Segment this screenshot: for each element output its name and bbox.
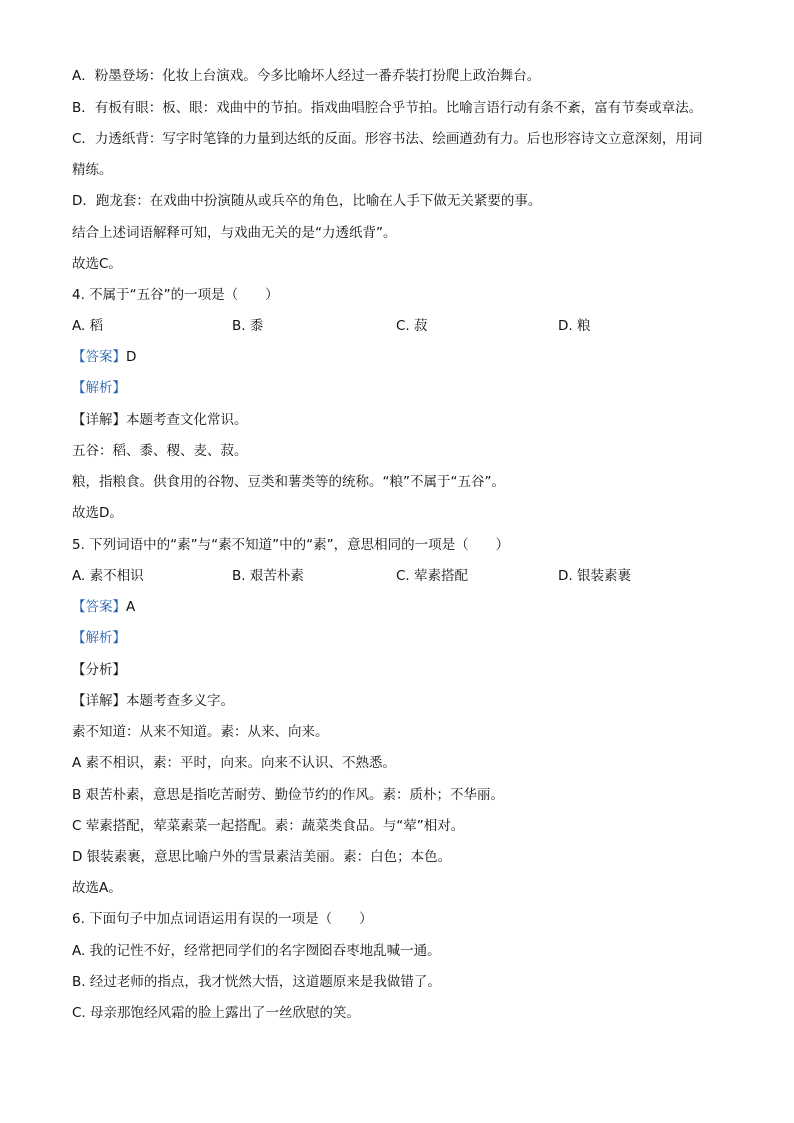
q4-answer (72, 347, 734, 367)
q4-option-a: A. 稻 (72, 318, 104, 334)
q5-option-c: C. 荤素搭配 (396, 568, 469, 584)
answer-value: D (126, 349, 137, 365)
detail-text: 本题考查文化常识。 (126, 412, 248, 428)
q5-explanation-5: D 银装素裹，意思比喻户外的雪景素洁美丽。素：白色；本色。 (72, 849, 452, 865)
answer-label: 【答案】 (72, 599, 126, 615)
q5-explanation-3: B 艰苦朴素，意思是指吃苦耐劳、勤俭节约的作风。素：质朴；不华丽。 (72, 787, 505, 803)
q4-conclusion: 故选D。 (72, 505, 123, 521)
q5-stem: 5. 下列词语中的“素”与“素不知道”中的“素”，意思相同的一项是（ ） (72, 537, 510, 553)
q5-conclusion: 故选A。 (72, 880, 122, 896)
q5-explanation-2: A 素不相识，素：平时，向来。向来不认识、不熟悉。 (72, 755, 397, 771)
q4-option-c: C. 菽 (396, 318, 428, 334)
q4-explanation-2: 粮，指粮食。供食用的谷物、豆类和薯类等的统称。“粮”不属于“五谷”。 (72, 474, 505, 490)
detail-label: 【详解】 (72, 693, 126, 709)
q6-option-a: A. 我的记性不好，经常把同学们的名字囫囵吞枣地乱喊一通。 (72, 943, 441, 959)
q4-analysis-label: 【解析】 (72, 380, 126, 396)
q4-stem: 4. 不属于“五谷”的一项是（ ） (72, 287, 279, 303)
option-d-explanation: D．跑龙套：在戏曲中扮演随从或兵卒的角色，比喻在人手下做无关紧要的事。 (72, 193, 542, 209)
detail-text: 本题考查多义字。 (126, 693, 234, 709)
q6-option-c: C. 母亲那饱经风霜的脸上露出了一丝欣慰的笑。 (72, 1005, 361, 1021)
q4-option-b: B. 黍 (232, 318, 264, 334)
q5-explanation-4: C 荤素搭配，荤菜素菜一起搭配。素：蔬菜类食品。与“荤”相对。 (72, 818, 465, 834)
q5-option-b: B. 艰苦朴素 (232, 568, 304, 584)
q6-stem: 6. 下面句子中加点词语运用有误的一项是（ ） (72, 911, 373, 927)
answer-label: 【答案】 (72, 349, 126, 365)
option-c-explanation-cont: 精练。 (72, 162, 113, 178)
q6-option-b: B. 经过老师的指点，我才恍然大悟，这道题原来是我做错了。 (72, 974, 441, 990)
q3-summary: 结合上述词语解释可知，与戏曲无关的是“力透纸背”。 (72, 225, 397, 241)
q4-detail (72, 410, 734, 430)
q5-analysis-label: 【解析】 (72, 630, 126, 646)
q5-explanation-1: 素不知道：从来不知道。素：从来、向来。 (72, 724, 329, 740)
q5-option-a: A. 素不相识 (72, 568, 144, 584)
detail-label: 【详解】 (72, 412, 126, 428)
option-c-explanation: C．力透纸背：写字时笔锋的力量到达纸的反面。形容书法、绘画遒劲有力。后也形容诗文立意深刻，用词 (72, 131, 703, 147)
q5-detail (72, 691, 734, 711)
q4-explanation-1: 五谷：稻、黍、稷、麦、菽。 (72, 443, 248, 459)
option-a-explanation: A．粉墨登场：化妆上台演戏。今多比喻坏人经过一番乔装打扮爬上政治舞台。 (72, 68, 541, 84)
q3-conclusion: 故选C。 (72, 256, 122, 272)
option-b-explanation: B．有板有眼：板、眼：戏曲中的节拍。指戏曲唱腔合乎节拍。比喻言语行动有条不紊，富有节奏或章法。 (72, 100, 703, 116)
answer-value: A (126, 599, 136, 615)
q5-fenxi-label: 【分析】 (72, 662, 126, 678)
q5-option-d: D. 银装素裹 (558, 568, 631, 584)
q5-answer (72, 597, 734, 617)
q4-option-d: D. 粮 (558, 318, 591, 334)
